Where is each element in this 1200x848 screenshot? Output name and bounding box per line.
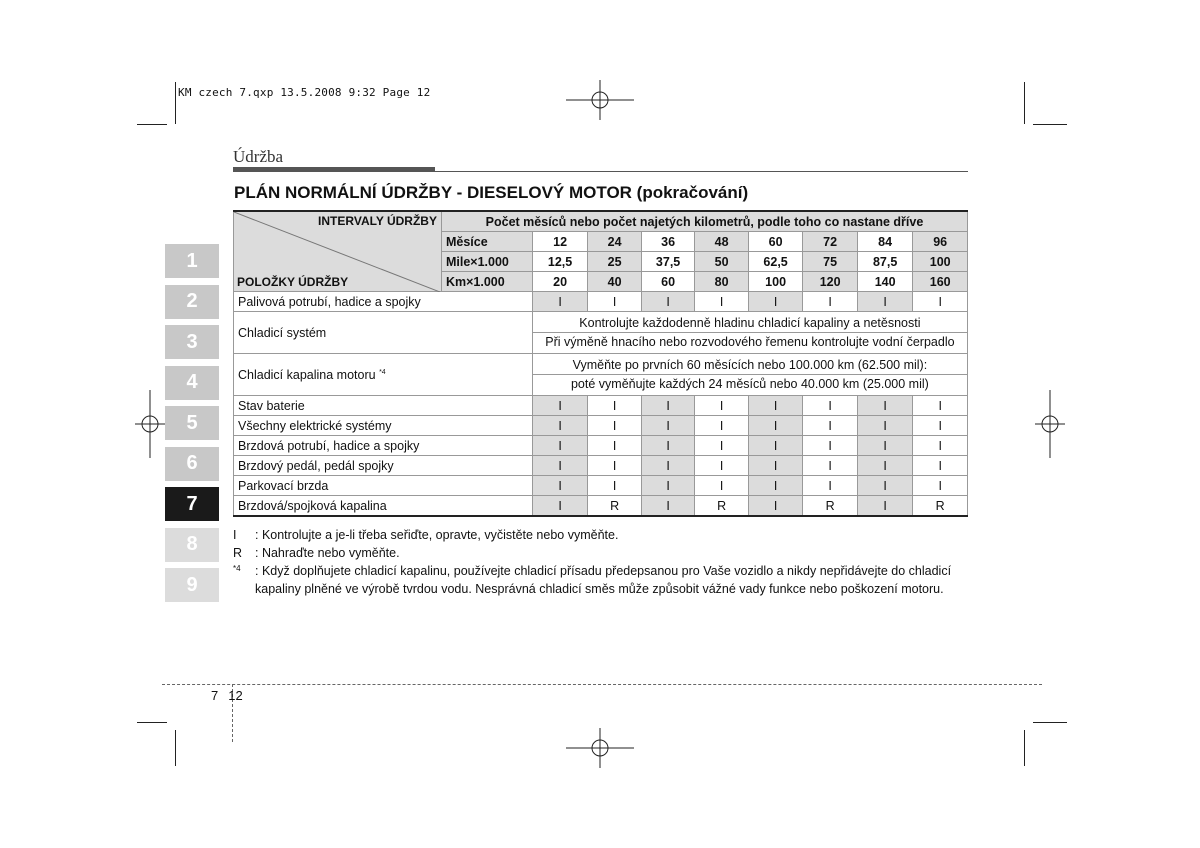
crop-mark [1033, 124, 1067, 125]
schedule-cell: I [857, 416, 913, 436]
instruction-line: Kontrolujte každodenně hladinu chladicí kapaliny a netěsnosti [579, 316, 921, 330]
maintenance-item [234, 436, 533, 456]
schedule-cell: I [588, 292, 642, 312]
chapter-tab-8[interactable]: 8 [165, 528, 219, 562]
interval-header: Počet měsíců nebo počet najetých kilometrů, podle toho co nastane dříve [441, 211, 967, 232]
schedule-cell: I [588, 396, 642, 416]
miles-value: 12,5 [532, 252, 588, 272]
schedule-cell: I [641, 476, 695, 496]
crop-mark [137, 722, 167, 723]
chapter-tab-3[interactable]: 3 [165, 325, 219, 359]
schedule-cell: I [803, 292, 858, 312]
miles-value: 75 [803, 252, 858, 272]
maintenance-item [234, 476, 533, 496]
schedule-cell: R [695, 496, 749, 517]
maintenance-item [234, 312, 533, 354]
table-row [234, 416, 968, 436]
schedule-cell: R [588, 496, 642, 517]
table-row [234, 292, 968, 312]
page-title: PLÁN NORMÁLNÍ ÚDRŽBY - DIESELOVÝ MOTOR (pokračování) [234, 183, 749, 202]
maintenance-item [234, 456, 533, 476]
miles-value: 50 [695, 252, 749, 272]
schedule-cell: I [803, 416, 858, 436]
schedule-cell: I [913, 416, 968, 436]
schedule-cell: I [532, 292, 588, 312]
chapter-tab-9[interactable]: 9 [165, 568, 219, 602]
km-value: 120 [803, 272, 858, 292]
months-value: 96 [913, 232, 968, 252]
chapter-tabs [165, 244, 219, 609]
maintenance-item-label: Všechny elektrické systémy [238, 418, 392, 433]
section-bar [233, 167, 435, 172]
section-name: Údržba [233, 147, 284, 166]
schedule-cell: I [641, 292, 695, 312]
schedule-cell: I [695, 476, 749, 496]
registration-mark-top-icon [566, 80, 634, 120]
schedule-cell: R [803, 496, 858, 517]
months-value: 48 [695, 232, 749, 252]
maintenance-instruction [532, 312, 967, 354]
maintenance-instruction [532, 354, 967, 396]
maintenance-schedule-table [233, 210, 968, 517]
miles-value: 100 [913, 252, 968, 272]
legend-key: I [233, 528, 237, 542]
schedule-cell: I [803, 396, 858, 416]
page-number [211, 688, 243, 703]
crop-mark [175, 82, 176, 124]
corner-items-label: POLOŽKY ÚDRŽBY [237, 275, 349, 289]
footnote-ref: *4 [379, 368, 386, 376]
chapter-tab-4[interactable]: 4 [165, 366, 219, 400]
months-value: 84 [857, 232, 913, 252]
miles-value: 62,5 [748, 252, 803, 272]
crop-mark [1024, 730, 1025, 766]
maintenance-item-label: Brzdová/spojková kapalina [238, 498, 387, 513]
schedule-cell: I [695, 436, 749, 456]
registration-mark-right-icon [1035, 390, 1065, 458]
maintenance-item-label: Parkovací brzda [238, 478, 329, 493]
legend-notes [233, 526, 973, 598]
legend-key: *4 [233, 564, 241, 573]
corner-intervals-label: INTERVALY ÚDRŽBY [318, 214, 437, 228]
chapter-tab-2[interactable]: 2 [165, 285, 219, 319]
table-row [234, 476, 968, 496]
schedule-cell: I [748, 436, 803, 456]
km-value: 20 [532, 272, 588, 292]
instruction-line: Při výměně hnacího nebo rozvodového řemenu kontrolujte vodní čerpadlo [533, 332, 967, 351]
schedule-cell: I [532, 456, 588, 476]
table-row [234, 496, 968, 517]
table-row [234, 436, 968, 456]
months-label: Měsíce [441, 232, 532, 252]
schedule-cell: I [803, 436, 858, 456]
legend-note [233, 526, 973, 544]
schedule-cell: I [532, 496, 588, 517]
maintenance-item-label: Palivová potrubí, hadice a spojky [238, 294, 421, 309]
instruction-line: poté vyměňujte každých 24 měsíců nebo 40.000 km (25.000 mil) [533, 374, 967, 393]
schedule-cell: I [641, 456, 695, 476]
maintenance-item [234, 396, 533, 416]
schedule-cell: I [913, 436, 968, 456]
months-value: 36 [641, 232, 695, 252]
schedule-cell: I [588, 456, 642, 476]
miles-value: 87,5 [857, 252, 913, 272]
schedule-cell: I [748, 456, 803, 476]
registration-mark-bottom-icon [566, 728, 634, 768]
chapter-tab-5[interactable]: 5 [165, 406, 219, 440]
schedule-cell: I [857, 456, 913, 476]
legend-note [233, 544, 973, 562]
km-value: 160 [913, 272, 968, 292]
schedule-cell: I [748, 416, 803, 436]
schedule-cell: I [588, 476, 642, 496]
crop-mark [1033, 722, 1067, 723]
registration-mark-left-icon [135, 390, 165, 458]
schedule-cell: I [695, 292, 749, 312]
crop-mark [1024, 82, 1025, 124]
maintenance-item-label: Brzdový pedál, pedál spojky [238, 458, 394, 473]
table-row [234, 456, 968, 476]
schedule-cell: I [641, 436, 695, 456]
maintenance-item [234, 354, 533, 396]
schedule-cell: I [695, 456, 749, 476]
schedule-cell: I [748, 496, 803, 517]
months-value: 24 [588, 232, 642, 252]
schedule-cell: I [695, 396, 749, 416]
km-value: 60 [641, 272, 695, 292]
crop-mark [137, 124, 167, 125]
maintenance-item-label: Stav baterie [238, 398, 305, 413]
schedule-cell: I [857, 292, 913, 312]
maintenance-item [234, 496, 533, 517]
km-value: 100 [748, 272, 803, 292]
miles-label: Mile×1.000 [441, 252, 532, 272]
chapter-tab-6[interactable]: 6 [165, 447, 219, 481]
legend-text: : Kontrolujte a je-li třeba seřiďte, opravte, vyčistěte nebo vyměňte. [255, 528, 619, 542]
schedule-cell: I [532, 436, 588, 456]
schedule-cell: I [748, 396, 803, 416]
schedule-cell: I [641, 496, 695, 517]
km-value: 80 [695, 272, 749, 292]
schedule-cell: I [641, 396, 695, 416]
page-index: 12 [228, 688, 243, 703]
chapter-tab-1[interactable]: 1 [165, 244, 219, 278]
schedule-cell: I [913, 476, 968, 496]
months-value: 12 [532, 232, 588, 252]
crop-mark [175, 730, 176, 766]
schedule-cell: R [913, 496, 968, 517]
miles-value: 25 [588, 252, 642, 272]
schedule-cell: I [913, 396, 968, 416]
schedule-cell: I [641, 416, 695, 436]
table-row [234, 354, 968, 396]
instruction-line: Vyměňte po prvních 60 měsících nebo 100.000 km (62.500 mil): [572, 358, 928, 372]
section-rule [435, 171, 968, 172]
schedule-cell: I [532, 396, 588, 416]
miles-value: 37,5 [641, 252, 695, 272]
schedule-cell: I [857, 396, 913, 416]
months-value: 72 [803, 232, 858, 252]
legend-note [233, 562, 973, 598]
km-label: Km×1.000 [441, 272, 532, 292]
legend-text: : Když doplňujete chladicí kapalinu, používejte chladicí přísadu předepsanou pro Vaše vozidlo a nikdy nepřidávejte do chladicí kapaliny plněné ve výrobě tvrdou vodu. Nesprávná chladicí směs může způsobit vážné vady funkce nebo poškození motoru. [255, 564, 952, 596]
schedule-cell: I [857, 476, 913, 496]
schedule-cell: I [857, 436, 913, 456]
legend-key: R [233, 546, 243, 560]
legend-text: : Nahraďte nebo vyměňte. [255, 546, 400, 560]
schedule-cell: I [588, 416, 642, 436]
schedule-cell: I [857, 496, 913, 517]
schedule-cell: I [532, 476, 588, 496]
maintenance-item-label: Chladicí systém [238, 325, 327, 340]
months-value: 60 [748, 232, 803, 252]
page-chapter: 7 [211, 688, 219, 703]
schedule-cell: I [803, 456, 858, 476]
schedule-cell: I [748, 292, 803, 312]
schedule-cell: I [588, 436, 642, 456]
chapter-tab-7[interactable]: 7 [165, 487, 219, 521]
maintenance-item-label: Chladicí kapalina motoru [238, 367, 376, 382]
table-row [234, 396, 968, 416]
schedule-cell: I [532, 416, 588, 436]
table-corner-cell [234, 211, 442, 292]
schedule-cell: I [913, 456, 968, 476]
maintenance-item [234, 292, 533, 312]
schedule-cell: I [803, 476, 858, 496]
schedule-cell: I [695, 416, 749, 436]
km-value: 40 [588, 272, 642, 292]
table-row [234, 312, 968, 354]
maintenance-item-label: Brzdová potrubí, hadice a spojky [238, 438, 420, 453]
km-value: 140 [857, 272, 913, 292]
maintenance-item [234, 416, 533, 436]
schedule-cell: I [913, 292, 968, 312]
footer-rule [162, 684, 1042, 685]
print-slug: KM czech 7.qxp 13.5.2008 9:32 Page 12 [178, 86, 431, 99]
schedule-cell: I [748, 476, 803, 496]
